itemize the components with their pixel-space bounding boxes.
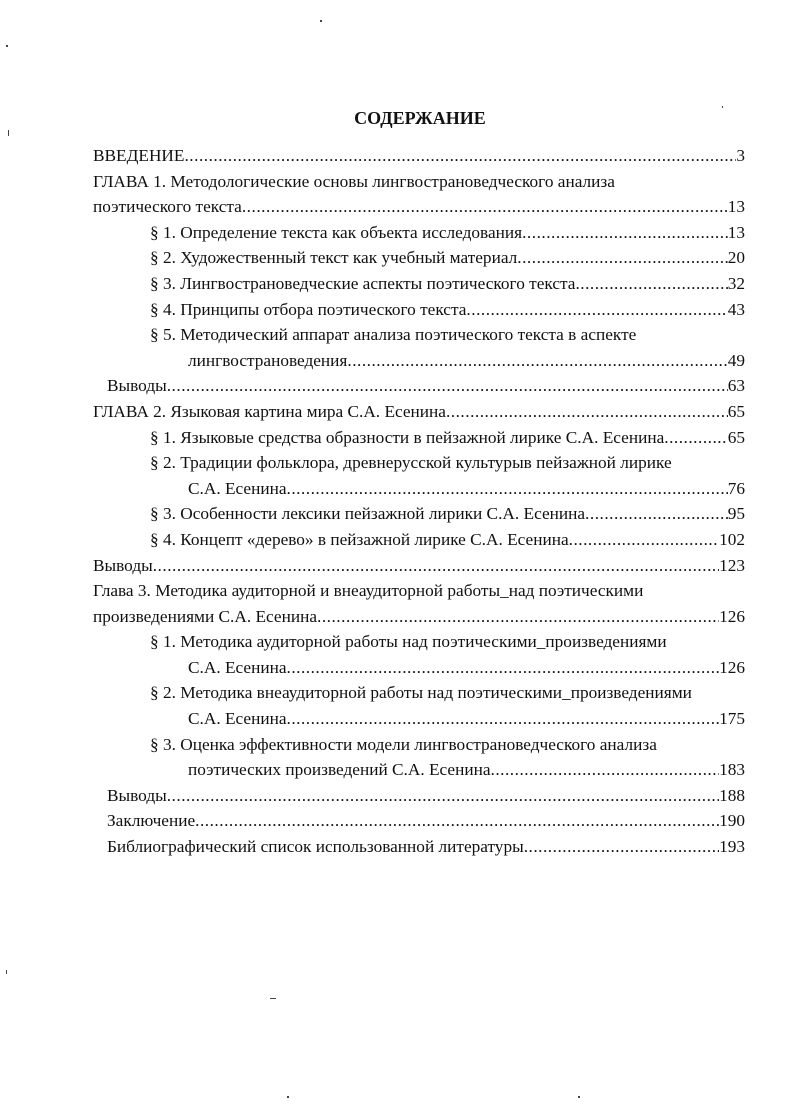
toc-entry[interactable] xyxy=(93,271,745,297)
toc-entry[interactable] xyxy=(93,783,745,809)
toc-page-number: 49 xyxy=(727,350,745,370)
toc-entry[interactable] xyxy=(93,425,745,451)
dot-leader xyxy=(153,553,719,579)
toc-entry[interactable] xyxy=(93,680,745,731)
toc-entry[interactable] xyxy=(93,834,745,860)
dot-leader xyxy=(317,604,719,630)
toc-entry[interactable] xyxy=(93,578,745,629)
toc-page-number: 43 xyxy=(727,299,745,319)
toc-entry[interactable] xyxy=(93,808,745,834)
toc-page-number: 175 xyxy=(719,709,745,729)
toc-entry-title: Заключение xyxy=(107,811,196,831)
toc-entry-title: ВВЕДЕНИЕ xyxy=(93,146,185,165)
toc-entry-title: § 1. Методика аудиторной работы над поэтическими_произведениями xyxy=(150,632,667,652)
toc-entry[interactable] xyxy=(93,169,745,220)
toc-entry-title: § 2. Традиции фольклора, древнерусской культурыв пейзажной лирике xyxy=(150,453,672,473)
toc-page-number: 190 xyxy=(719,811,745,831)
toc-entry[interactable] xyxy=(93,220,745,246)
toc-page-number: 3 xyxy=(736,146,745,165)
dot-leader xyxy=(167,373,728,399)
toc-entry-title: § 2. Художественный текст как учебный материал xyxy=(150,248,518,268)
toc-page-number: 13 xyxy=(727,197,745,217)
dot-leader xyxy=(524,834,719,860)
toc-entry-title: поэтических произведений С.А. Есенина xyxy=(188,760,491,780)
toc-entry-title: С.А. Есенина xyxy=(188,709,287,729)
dot-leader xyxy=(195,808,719,834)
toc-page-number: 32 xyxy=(727,273,745,293)
toc-entry-title: § 3. Лингвострановедческие аспекты поэтического текста xyxy=(150,273,576,293)
toc-page-number: 76 xyxy=(727,478,745,498)
toc-page-number: 95 xyxy=(727,504,745,524)
toc-page-number: 193 xyxy=(719,837,745,857)
toc-title: СОДЕРЖАНИЕ xyxy=(354,108,486,128)
toc-entry-title: § 1. Языковые средства образности в пейзажной лирике С.А. Есенина xyxy=(150,427,665,447)
toc-entry-title: § 3. Особенности лексики пейзажной лирики С.А. Есенина xyxy=(150,504,586,524)
dot-leader xyxy=(491,757,720,783)
toc-page-number: 126 xyxy=(719,606,745,626)
toc-entry-title: § 4. Концепт «дерево» в пейзажной лирике С.А. Есенина xyxy=(150,529,569,549)
toc-entry-title: § 5. Методический аппарат анализа поэтического текста в аспекте xyxy=(150,325,637,345)
dot-leader xyxy=(242,194,728,220)
toc-entry-title: Библиографический список использованной литературы xyxy=(107,837,524,857)
toc-entry[interactable] xyxy=(93,629,745,680)
toc-entry-title: ГЛАВА 1. Методологические основы лингвострановедческого анализа xyxy=(93,171,615,191)
toc-entry[interactable] xyxy=(93,732,745,783)
dot-leader xyxy=(446,399,728,425)
toc-entry-title: С.А. Есенина xyxy=(188,478,287,498)
toc-entry[interactable] xyxy=(93,501,745,527)
toc-page-number: 65 xyxy=(727,427,745,447)
toc-page-number: 183 xyxy=(719,760,745,780)
toc-entry-title: Выводы xyxy=(107,785,167,805)
toc-entry-title: Выводы xyxy=(107,376,167,396)
toc-page-number: 13 xyxy=(727,222,745,242)
toc-entry[interactable] xyxy=(93,373,745,399)
dot-leader xyxy=(287,476,728,502)
toc-entry-title: Глава 3. Методика аудиторной и внеаудиторной работы_над поэтическими xyxy=(93,581,644,601)
dot-leader xyxy=(575,271,727,297)
toc-entry[interactable] xyxy=(93,297,745,323)
toc-entry-title: § 3. Оценка эффективности модели лингвострановедческого анализа xyxy=(150,734,657,754)
dot-leader xyxy=(347,348,727,374)
toc-entry-title: С.А. Есенина xyxy=(188,657,287,677)
dot-leader xyxy=(167,783,719,809)
toc-entry[interactable] xyxy=(93,527,745,553)
toc-entry-title: ГЛАВА 2. Языковая картина мира С.А. Есенина xyxy=(93,401,446,421)
dot-leader xyxy=(664,425,727,451)
dot-leader xyxy=(466,297,727,323)
toc-entry-title: произведениями С.А. Есенина xyxy=(93,606,318,626)
toc-entry[interactable] xyxy=(93,553,745,579)
table-of-contents xyxy=(93,143,745,860)
dot-leader xyxy=(517,245,727,271)
toc-page-number: 65 xyxy=(727,401,745,421)
toc-page-number: 102 xyxy=(719,529,745,549)
dot-leader xyxy=(287,655,720,681)
toc-entry-title: § 2. Методика внеаудиторной работы над поэтическими_произведениями xyxy=(150,683,692,703)
toc-entry-title: § 1. Определение текста как объекта исследования xyxy=(150,222,523,242)
toc-entry[interactable] xyxy=(93,245,745,271)
toc-page-number: 123 xyxy=(719,555,745,575)
toc-entry-title: § 4. Принципы отбора поэтического текста xyxy=(150,299,467,319)
toc-entry[interactable] xyxy=(93,322,745,373)
toc-entry[interactable] xyxy=(93,399,745,425)
dot-leader xyxy=(184,143,736,169)
dot-leader xyxy=(287,706,720,732)
toc-entry[interactable] xyxy=(93,143,745,169)
dot-leader xyxy=(569,527,719,553)
toc-page-number: 188 xyxy=(719,785,745,805)
toc-entry-title: поэтического текста xyxy=(93,197,242,217)
dot-leader xyxy=(522,220,728,246)
toc-entry-title: Выводы xyxy=(93,555,153,575)
toc-page-number: 63 xyxy=(727,376,745,396)
toc-page-number: 20 xyxy=(727,248,745,268)
dot-leader xyxy=(585,501,728,527)
toc-page-number: 126 xyxy=(719,657,745,677)
toc-entry[interactable] xyxy=(93,450,745,501)
toc-entry-title: лингвострановедения xyxy=(188,350,348,370)
